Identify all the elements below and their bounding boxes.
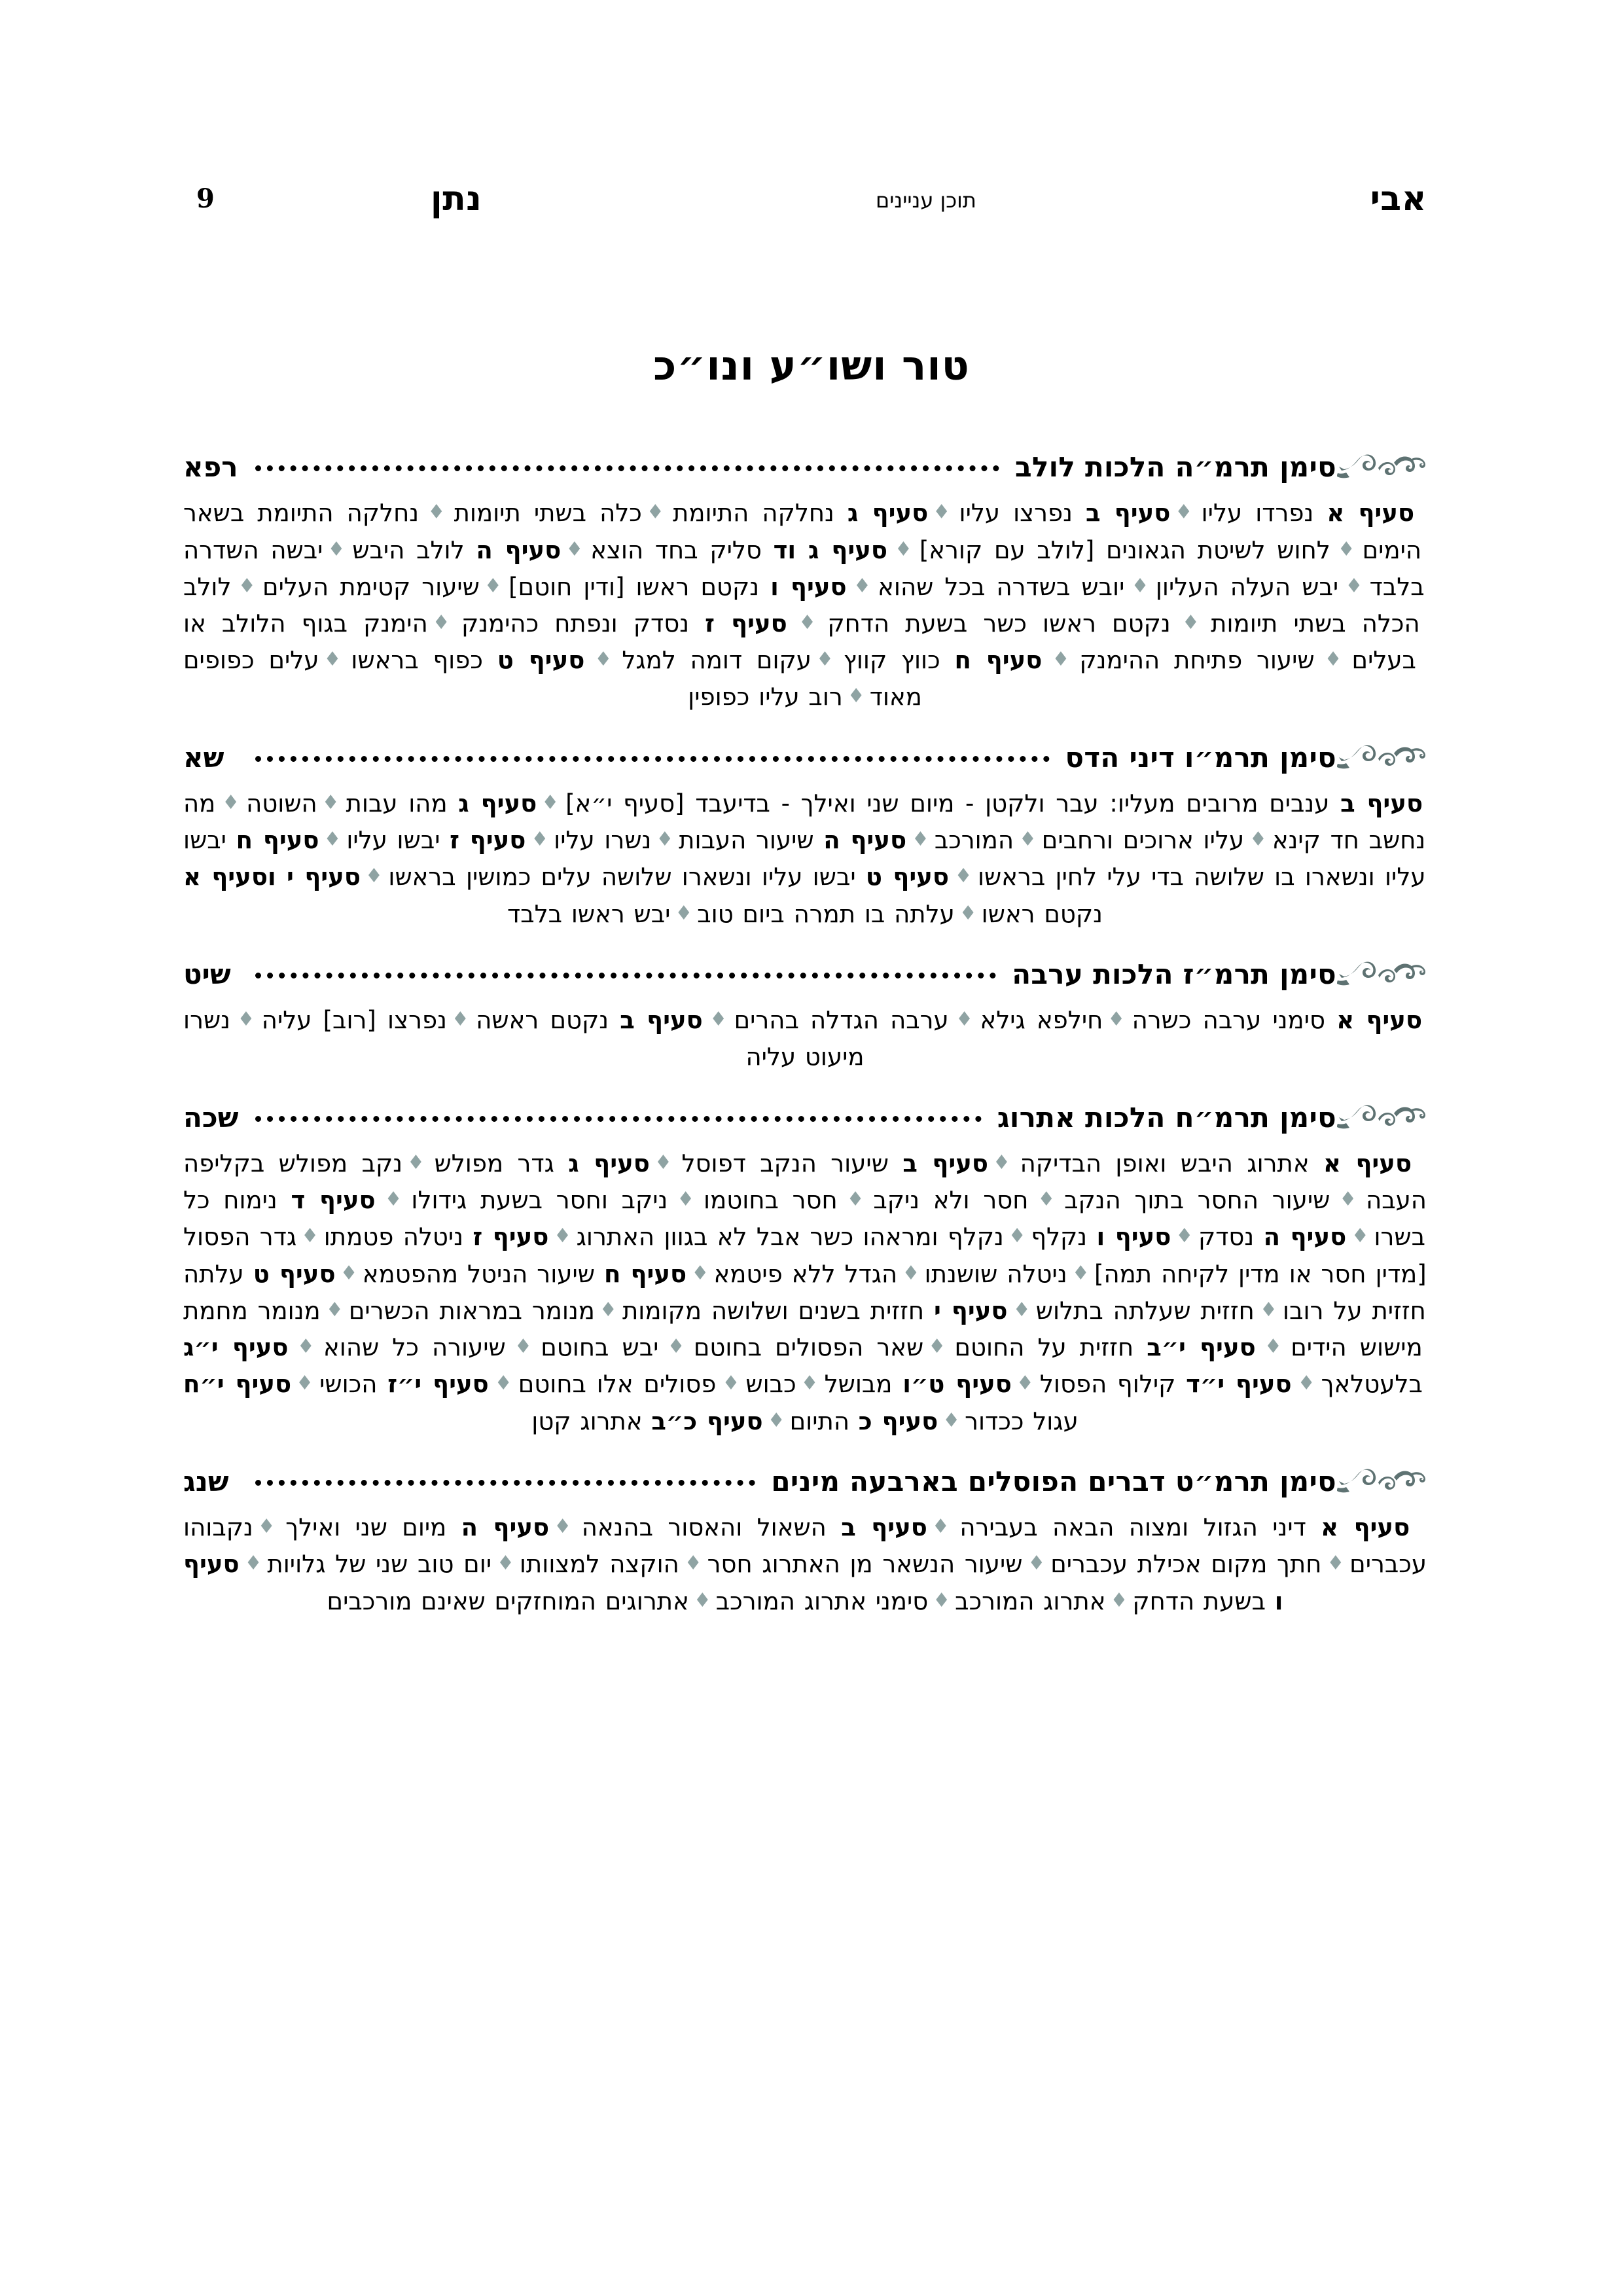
diamond-separator-icon: ♦	[902, 1261, 920, 1285]
seif-label[interactable]: סעיף ג	[458, 789, 537, 817]
seif-label[interactable]: סעיף ב	[902, 1149, 989, 1177]
seif-topic-text: יבשו עליו	[346, 826, 450, 855]
seif-label[interactable]: סעיף ב	[620, 1006, 703, 1035]
diamond-separator-icon: ♦	[953, 1008, 976, 1031]
seif-label[interactable]: סעיף י וסעיף א	[183, 863, 361, 891]
diamond-separator-icon: ♦	[646, 501, 669, 524]
seif-label[interactable]: סעיף א	[1327, 499, 1415, 528]
diamond-separator-icon: ♦	[931, 1515, 955, 1539]
seif-topic-text: שיעור קטימת העלים	[262, 572, 480, 601]
seif-topic-text: עלתה בו תמרה ביום טוב	[697, 899, 955, 928]
seif-label[interactable]: סעיף ט	[253, 1259, 336, 1288]
diamond-separator-icon: ♦	[493, 1372, 514, 1395]
flourish-ornament-icon	[1336, 1464, 1427, 1494]
seif-topic-text: ערבה הגדלה בהרים	[734, 1006, 949, 1035]
diamond-separator-icon: ♦	[911, 828, 930, 852]
running-head-left-group	[196, 179, 482, 219]
seif-topic-text: נקלף	[1031, 1223, 1097, 1251]
diamond-separator-icon: ♦	[993, 1151, 1016, 1174]
flourish-ornament-icon	[1336, 450, 1427, 480]
seif-topic-text: שיעור הנשאר מן האתרוג חסר	[707, 1550, 1023, 1579]
seif-label[interactable]: סעיף ח	[603, 1259, 687, 1288]
toc-entry-heading[interactable]	[183, 1102, 1427, 1134]
diamond-separator-icon: ♦	[380, 1188, 407, 1211]
seif-topic-text: יבשו עליו ונשארו בו שלושה בדי עלי לחין בראשו	[183, 826, 1426, 891]
seif-topic-text: לולב הכלה בשתי תיומות	[183, 572, 1420, 637]
seif-topic-text: הימנק בגוף הלולב או בעלים	[183, 609, 1416, 675]
diamond-separator-icon: ♦	[800, 1372, 820, 1395]
seif-topic-text: שאר הפסולים בחוטם	[693, 1333, 924, 1362]
toc-entry	[183, 742, 1427, 933]
flourish-ornament-icon	[1336, 957, 1427, 987]
diamond-separator-icon: ♦	[1016, 1372, 1035, 1395]
toc-entry-subitems	[183, 1002, 1427, 1075]
toc-entry-page-number[interactable]: שנג	[183, 1465, 229, 1498]
seif-topic-text: נקטם ראשה	[476, 1006, 620, 1035]
seif-topic-text: סימני אתרוג המורכב	[715, 1587, 929, 1615]
seif-topic-text: עקום דומה למגל	[622, 646, 812, 675]
diamond-separator-icon: ♦	[432, 611, 457, 634]
seif-topic-text: אתרוגים המוחזקים שאינם מורכבים	[327, 1587, 689, 1615]
seif-topic-text: עלתה חזזית על רובו	[183, 1259, 1426, 1325]
seif-topic-text: רוב עליו כפופין	[688, 683, 843, 711]
seif-topic-text: נקטם ראשו [ודין חוטם]	[508, 572, 771, 601]
seif-topic-text: גדר מפולש	[434, 1149, 569, 1177]
diamond-separator-icon: ♦	[842, 1188, 869, 1211]
diamond-separator-icon: ♦	[1071, 1261, 1090, 1285]
seif-label[interactable]: סעיף י״ד	[1186, 1370, 1292, 1399]
toc-entry-subitems	[183, 785, 1427, 933]
toc-entry-subitems	[183, 495, 1427, 715]
seif-label[interactable]: סעיף ט	[865, 863, 950, 891]
seif-topic-text: כבוש	[745, 1370, 796, 1399]
page-title: טור ושו״ע ונו״כ	[653, 342, 970, 389]
seif-label[interactable]: סעיף ט	[497, 646, 585, 675]
diamond-separator-icon: ♦	[693, 1588, 711, 1612]
diamond-separator-icon: ♦	[541, 791, 562, 814]
seif-topic-text: שיעור פתיחת ההימנק	[1079, 646, 1315, 675]
diamond-separator-icon: ♦	[954, 865, 973, 888]
seif-label[interactable]: סעיף י״ח	[183, 1370, 292, 1399]
seif-topic-text: חזזית שעלתה בתלוש	[1035, 1296, 1255, 1325]
seif-topic-text: השאול והאסור בהנאה	[581, 1513, 842, 1542]
seif-topic-text: כלה בשתי תיומות	[454, 499, 642, 528]
diamond-separator-icon: ♦	[235, 1008, 257, 1031]
toc-list	[183, 452, 1427, 1646]
seif-label[interactable]: סעיף ח	[954, 646, 1043, 675]
toc-entry-subitems	[183, 1145, 1427, 1440]
diamond-separator-icon: ♦	[767, 1408, 785, 1432]
seif-label[interactable]: סעיף א	[1321, 1513, 1410, 1542]
diamond-separator-icon: ♦	[933, 1588, 951, 1612]
diamond-separator-icon: ♦	[321, 791, 342, 814]
toc-entry	[183, 1466, 1427, 1620]
seif-topic-text: השוטה	[246, 789, 317, 817]
seif-topic-text: יבש העלה העליון	[1155, 572, 1339, 601]
diamond-separator-icon: ♦	[663, 1335, 689, 1359]
seif-topic-text: המורכב	[934, 826, 1014, 855]
diamond-separator-icon: ♦	[1326, 1552, 1346, 1575]
toc-entry-page-number[interactable]: שא	[183, 741, 224, 774]
diamond-separator-icon: ♦	[599, 1298, 618, 1321]
dot-leader	[255, 1472, 755, 1486]
seif-topic-text: מהו עבות	[346, 789, 459, 817]
seif-topic-text: נחלקה התיומת	[673, 499, 847, 528]
diamond-separator-icon: ♦	[892, 537, 915, 561]
diamond-separator-icon: ♦	[554, 1515, 577, 1539]
diamond-separator-icon: ♦	[327, 537, 348, 561]
seif-topic-text: מבושל	[824, 1370, 903, 1399]
seif-topic-text: דיני הגזול ומצוה הבאה בעבירה	[959, 1513, 1321, 1542]
toc-entry	[183, 452, 1427, 716]
seif-label[interactable]: סעיף ז	[450, 826, 526, 855]
seif-label[interactable]: סעיף ט״ו	[902, 1370, 1012, 1399]
seif-label[interactable]: סעיף ב	[841, 1513, 927, 1542]
diamond-separator-icon: ♦	[691, 1261, 709, 1285]
seif-label[interactable]: סעיף ב	[1085, 499, 1171, 528]
seif-topic-text: שיעור החסר בתוך הנקב	[1064, 1186, 1330, 1215]
diamond-separator-icon: ♦	[1107, 1008, 1128, 1031]
seif-topic-text: הוקצה למצוותו	[519, 1550, 679, 1579]
seif-topic-text: עליו ארוכים ורחבים	[1041, 826, 1245, 855]
seif-label[interactable]: סעיף י	[933, 1296, 1008, 1325]
diamond-separator-icon: ♦	[672, 1188, 700, 1211]
seif-label[interactable]: סעיף ג	[847, 499, 929, 528]
diamond-separator-icon: ♦	[721, 1372, 741, 1395]
diamond-separator-icon: ♦	[933, 501, 955, 524]
diamond-separator-icon: ♦	[1129, 574, 1151, 598]
toc-entry-title[interactable]: סימן תרמ״ו דיני הדס	[1065, 741, 1336, 774]
toc-entry-heading[interactable]	[183, 1466, 1427, 1498]
seif-topic-text: מיום שני ואילך	[285, 1513, 461, 1542]
diamond-separator-icon: ♦	[1351, 1225, 1370, 1248]
diamond-separator-icon: ♦	[565, 537, 586, 561]
seif-topic-text: יובש בשדרה בכל שהוא	[878, 572, 1125, 601]
seif-label[interactable]: סעיף ה	[823, 826, 907, 855]
diamond-separator-icon: ♦	[407, 1151, 430, 1174]
diamond-separator-icon: ♦	[325, 1298, 344, 1321]
diamond-separator-icon: ♦	[323, 828, 342, 852]
seif-topic-text: אתרוג המורכב	[955, 1587, 1106, 1615]
running-head-left-word: נתן	[430, 179, 482, 219]
diamond-separator-icon: ♦	[959, 901, 977, 925]
running-head-center-label: תוכן עניינים	[875, 188, 976, 213]
diamond-separator-icon: ♦	[815, 648, 839, 672]
diamond-separator-icon: ♦	[589, 648, 618, 672]
diamond-separator-icon: ♦	[530, 828, 550, 852]
toc-entry-subitems	[183, 1509, 1427, 1620]
diamond-separator-icon: ♦	[296, 1372, 315, 1395]
seif-topic-text: יבש ראשו בלבד	[507, 899, 671, 928]
diamond-separator-icon: ♦	[847, 685, 865, 708]
toc-entry-title[interactable]: סימן תרמ״ט דברים הפוסלים בארבעה מינים	[771, 1465, 1336, 1498]
seif-topic-text: יום טוב שני של גלויות	[267, 1550, 492, 1579]
seif-label[interactable]: סעיף ו	[183, 1550, 1283, 1615]
diamond-separator-icon: ♦	[1008, 1225, 1027, 1248]
diamond-separator-icon: ♦	[257, 1515, 281, 1539]
diamond-separator-icon: ♦	[1343, 574, 1365, 598]
seif-topic-text: מנומר במראות הכשרים	[348, 1296, 595, 1325]
diamond-separator-icon: ♦	[1018, 828, 1037, 852]
seif-topic-text: ענבים מרובים מעליו: עבר ולקטן - מיום שני ואילך - בדיעבד [סעיף י״א]	[565, 789, 1341, 817]
seif-label[interactable]: סעיף ו	[1096, 1223, 1171, 1251]
seif-topic-text: נפרדו עליו	[1201, 499, 1327, 528]
seif-topic-text: אתרוג קטן	[531, 1407, 652, 1435]
seif-topic-text: עלים כפופים מאוד	[183, 646, 922, 711]
seif-topic-text: נסדק ונפתח כהימנק	[461, 609, 705, 637]
seif-topic-text: נפרצו עליו	[959, 499, 1086, 528]
seif-topic-text: שיעורה כל שהוא	[323, 1333, 506, 1362]
seif-label[interactable]: סעיף י״ב	[1147, 1333, 1256, 1362]
seif-label[interactable]: סעיף א	[1323, 1149, 1412, 1177]
diamond-separator-icon: ♦	[675, 901, 693, 925]
seif-topic-text: גדר הפסול [מדין חסר או מדין לקיחה תמה]	[183, 1223, 1427, 1288]
diamond-separator-icon: ♦	[323, 648, 347, 672]
seif-topic-text: נפרצו [רוב] עליה	[261, 1006, 447, 1035]
seif-topic-text: חזזית בשנים ושלושה מקומות	[622, 1296, 934, 1325]
seif-topic-text: לחוש לשיטת הגאונים [לולב עם קורא]	[919, 535, 1330, 564]
diamond-separator-icon: ♦	[236, 574, 259, 598]
seif-label[interactable]: סעיף א	[1336, 1006, 1423, 1035]
seif-topic-text: נחלקה התיומת בשאר הימים	[183, 499, 1422, 564]
running-head	[196, 179, 1427, 241]
seif-topic-text: מנומר מחמת מישוש הידים	[183, 1296, 1423, 1362]
seif-topic-text: יבש בחוטם	[541, 1333, 659, 1362]
seif-label[interactable]: סעיף ה	[461, 1513, 550, 1542]
toc-entry-title[interactable]: סימן תרמ״ח הלכות אתרוג	[997, 1101, 1336, 1134]
diamond-separator-icon: ♦	[553, 1225, 572, 1248]
seif-topic-text: מה נחשב חד קינא	[183, 789, 1426, 855]
dot-leader	[255, 965, 996, 978]
toc-entry-page-number[interactable]: רפא	[183, 451, 238, 483]
seif-topic-text: סימני ערבה כשרה	[1132, 1006, 1337, 1035]
seif-topic-text: לולב היבש	[352, 535, 476, 564]
flourish-ornament-icon	[1336, 1100, 1427, 1130]
seif-label[interactable]: סעיף ה	[1263, 1223, 1347, 1251]
seif-topic-text: חזזית על החוטם	[954, 1333, 1147, 1362]
diamond-separator-icon: ♦	[484, 574, 505, 598]
diamond-separator-icon: ♦	[683, 1552, 703, 1575]
seif-topic-text: נקטם ראשו	[981, 899, 1103, 928]
seif-label[interactable]: סעיף כ״ב	[651, 1407, 763, 1435]
diamond-separator-icon: ♦	[1175, 1225, 1194, 1248]
diamond-separator-icon: ♦	[423, 501, 450, 524]
toc-entry-title[interactable]: סימן תרמ״ז הלכות ערבה	[1012, 958, 1336, 990]
seif-topic-text: חתך מקום אכילת עכברים	[1050, 1550, 1322, 1579]
toc-entry-heading[interactable]	[183, 452, 1427, 483]
seif-label[interactable]: סעיף ג וד	[773, 535, 887, 564]
diamond-separator-icon: ♦	[1296, 1372, 1317, 1395]
seif-label[interactable]: סעיף כ	[858, 1407, 938, 1435]
toc-entry-heading[interactable]	[183, 742, 1427, 774]
seif-label[interactable]: סעיף ב	[1340, 789, 1423, 817]
seif-topic-text: הגדל ללא פיטמא	[713, 1259, 898, 1288]
seif-topic-text: יבשו עליו ונשארו שלושה עלים כמושין בראשו	[388, 863, 866, 891]
seif-topic-text: חסר בחוטמו	[704, 1186, 838, 1215]
diamond-separator-icon: ♦	[451, 1008, 472, 1031]
seif-topic-text: ניטלה שושנתו	[924, 1259, 1067, 1288]
diamond-separator-icon: ♦	[293, 1335, 319, 1359]
seif-topic-text: בלעטלאך	[1321, 1370, 1423, 1399]
seif-topic-text: נשרו מיעוט עליה	[183, 1006, 865, 1071]
seif-topic-text: קילוף הפסול	[1039, 1370, 1186, 1399]
seif-label[interactable]: סעיף ח	[236, 826, 319, 855]
diamond-separator-icon: ♦	[942, 1408, 961, 1432]
seif-label[interactable]: סעיף ג	[568, 1149, 650, 1177]
seif-label[interactable]: סעיף י״ז	[387, 1370, 489, 1399]
diamond-separator-icon: ♦	[656, 828, 675, 852]
seif-topic-text: נסדק	[1198, 1223, 1264, 1251]
toc-entry-title[interactable]: סימן תרמ״ה הלכות לולב	[1015, 451, 1336, 483]
seif-topic-text: חילפא גילא	[980, 1006, 1103, 1035]
seif-topic-text: שיעור הנקב דפוסל	[681, 1149, 903, 1177]
diamond-separator-icon: ♦	[1258, 1298, 1279, 1321]
seif-label[interactable]: סעיף ז	[705, 609, 787, 637]
diamond-separator-icon: ♦	[340, 1261, 358, 1285]
diamond-separator-icon: ♦	[1033, 1188, 1060, 1211]
seif-topic-text: נקבוהו עכברים	[183, 1513, 1427, 1579]
seif-topic-text: עגול ככדור	[965, 1407, 1079, 1435]
diamond-separator-icon: ♦	[851, 574, 874, 598]
diamond-separator-icon: ♦	[510, 1335, 537, 1359]
seif-topic-text: יבשה השדרה בלבד	[183, 535, 1425, 601]
diamond-separator-icon: ♦	[1110, 1588, 1128, 1612]
seif-topic-text: אתרוג היבש ואופן הבדיקה	[1020, 1149, 1323, 1177]
toc-entry-page-number[interactable]: שיט	[183, 958, 231, 990]
toc-entry	[183, 1102, 1427, 1440]
seif-topic-text: כווץ קווץ	[843, 646, 955, 675]
dot-leader	[255, 457, 999, 471]
seif-topic-text: כפוף בראשו	[351, 646, 497, 675]
page-folio-number: 9	[196, 183, 215, 214]
diamond-separator-icon: ♦	[791, 611, 823, 634]
toc-entry-heading[interactable]	[183, 959, 1427, 990]
running-head-right-word: אבי	[1370, 179, 1427, 219]
seif-topic-text: ניטלה פטמתו	[323, 1223, 473, 1251]
diamond-separator-icon: ♦	[220, 791, 242, 814]
seif-label[interactable]: סעיף ה	[476, 535, 562, 564]
diamond-separator-icon: ♦	[1046, 648, 1075, 672]
seif-topic-text: סליק בחד הוצא	[590, 535, 774, 564]
seif-topic-text: הכושי	[319, 1370, 388, 1399]
seif-topic-text: נשרו עליו	[554, 826, 652, 855]
seif-label[interactable]: סעיף ו	[770, 572, 847, 601]
seif-label[interactable]: סעיף ד	[291, 1186, 376, 1215]
diamond-separator-icon: ♦	[1175, 611, 1207, 634]
seif-label[interactable]: סעיף ז	[473, 1223, 549, 1251]
diamond-separator-icon: ♦	[1175, 501, 1197, 524]
seif-topic-text: נימוח כל בשרו	[183, 1186, 1426, 1251]
diamond-separator-icon: ♦	[1249, 828, 1268, 852]
seif-topic-text: שיעור הניטל מהפטמא	[362, 1259, 604, 1288]
seif-topic-text: חסר ולא ניקב	[873, 1186, 1029, 1215]
seif-topic-text: פסולים אלו בחוטם	[518, 1370, 717, 1399]
diamond-separator-icon: ♦	[365, 865, 384, 888]
diamond-separator-icon: ♦	[654, 1151, 677, 1174]
diamond-separator-icon: ♦	[1027, 1552, 1046, 1575]
diamond-separator-icon: ♦	[1012, 1298, 1031, 1321]
toc-entry-page-number[interactable]: שכה	[183, 1101, 239, 1134]
diamond-separator-icon: ♦	[243, 1552, 263, 1575]
flourish-ornament-icon	[1336, 740, 1427, 770]
dot-leader	[255, 748, 1050, 762]
diamond-separator-icon: ♦	[496, 1552, 515, 1575]
diamond-separator-icon: ♦	[1260, 1335, 1287, 1359]
diamond-separator-icon: ♦	[301, 1225, 319, 1248]
diamond-separator-icon: ♦	[1319, 648, 1347, 672]
seif-topic-text: ניקב וחסר בשעת גידולו	[411, 1186, 668, 1215]
diamond-separator-icon: ♦	[1334, 1188, 1362, 1211]
dot-leader	[255, 1108, 982, 1122]
seif-topic-text: התיום	[789, 1407, 859, 1435]
toc-entry	[183, 959, 1427, 1076]
diamond-separator-icon: ♦	[928, 1335, 950, 1359]
seif-label[interactable]: סעיף י״ג	[183, 1333, 289, 1362]
seif-topic-text: בשעת הדחק	[1132, 1587, 1275, 1615]
seif-topic-text: שיעור העבות	[679, 826, 824, 855]
diamond-separator-icon: ♦	[707, 1008, 730, 1031]
diamond-separator-icon: ♦	[1334, 537, 1358, 561]
seif-topic-text: נקטם ראשו כשר בשעת הדחק	[827, 609, 1171, 637]
seif-topic-text: נקלף ומראהו כשר אבל לא בגוון האתרוג	[576, 1223, 1004, 1251]
seif-topic-text: נקב מפולש בקליפה העבה	[183, 1149, 1427, 1215]
